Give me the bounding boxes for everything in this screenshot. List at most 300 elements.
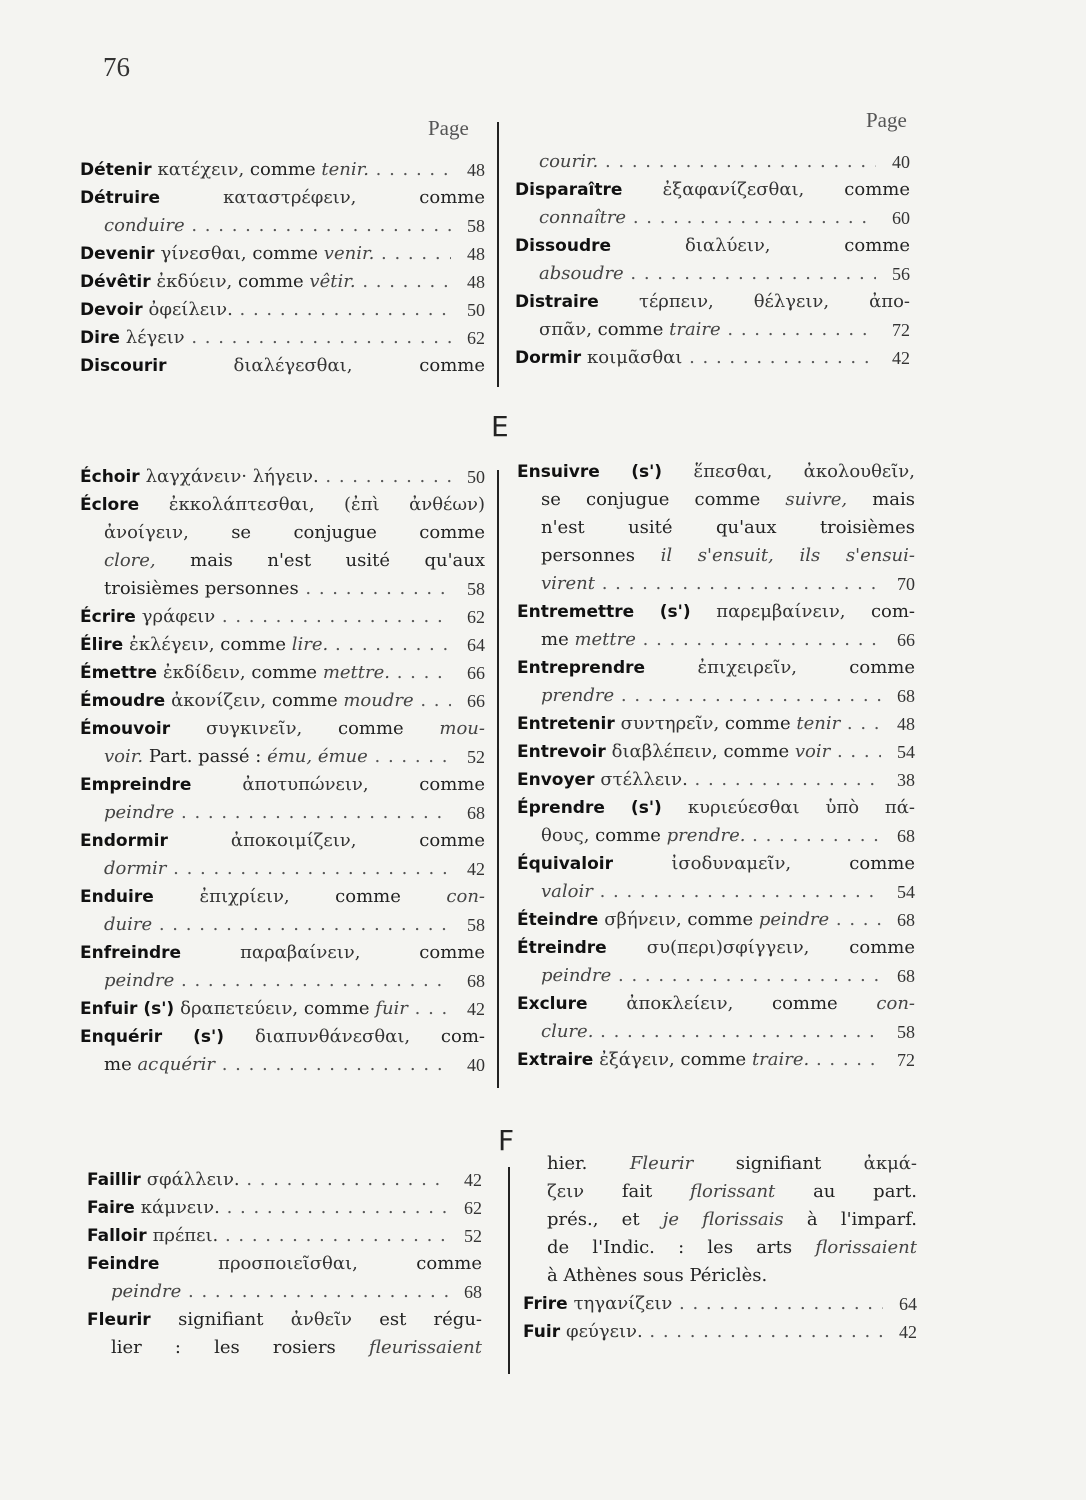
headword: Entrevoir xyxy=(517,742,612,762)
entry-text xyxy=(547,1153,917,1174)
index-line xyxy=(87,1250,482,1278)
index-line xyxy=(517,514,915,542)
page-ref: 58 xyxy=(897,1022,915,1042)
page-ref: 68 xyxy=(467,803,485,823)
italic-text: courir. xyxy=(539,151,599,172)
headword: Frire xyxy=(523,1294,574,1314)
italic-text: acquérir xyxy=(137,1054,215,1075)
index-line xyxy=(80,827,485,855)
greek-gloss: λέγειν xyxy=(125,327,185,348)
index-line xyxy=(515,204,910,232)
greek-gloss: θους, xyxy=(541,825,596,846)
note-text: fait xyxy=(621,1181,691,1202)
page-ref: 40 xyxy=(892,152,910,172)
headword: Dissoudre xyxy=(515,236,686,256)
page-ref: 42 xyxy=(892,348,910,368)
page-ref: 62 xyxy=(467,328,485,348)
note-text: comme xyxy=(724,713,797,734)
greek-gloss: ἐκδίδειν, xyxy=(162,662,252,683)
note-text: comme xyxy=(419,355,485,376)
greek-gloss: ἀποκλείειν, xyxy=(626,993,772,1014)
greek-gloss: ἐκλέγειν, xyxy=(129,634,221,655)
headword: Détenir xyxy=(80,160,158,180)
entry-text xyxy=(541,1018,881,1046)
greek-gloss: διαλύειν, xyxy=(685,235,845,256)
italic-text: voir xyxy=(794,741,831,762)
italic-text: con- xyxy=(876,993,915,1014)
index-line xyxy=(87,1306,482,1334)
entry-text xyxy=(104,743,451,771)
note-text: comme xyxy=(251,662,323,683)
note-text: comme xyxy=(844,235,910,256)
index-line xyxy=(80,799,485,827)
index-line xyxy=(80,911,485,939)
column-divider xyxy=(497,470,499,1088)
entry-text xyxy=(547,1265,767,1286)
note-text: comme xyxy=(419,187,485,208)
italic-text: prendre xyxy=(541,685,615,706)
headword: Échoir xyxy=(80,467,146,487)
note-text: comme xyxy=(335,886,447,907)
entry-text xyxy=(539,204,876,232)
italic-text: mettre. xyxy=(322,662,390,683)
entry-text xyxy=(111,1337,482,1358)
greek-gloss: συ(περι)σφίγγειν, xyxy=(646,937,850,958)
section-letter-e: E xyxy=(491,410,509,443)
index-column xyxy=(517,458,915,1074)
entry-text xyxy=(515,344,876,372)
greek-gloss: γίνεσθαι, xyxy=(160,243,253,264)
note-text: se conjugue comme xyxy=(231,522,485,543)
page-ref: 62 xyxy=(467,607,485,627)
entry-text xyxy=(541,517,915,538)
headword: Fuir xyxy=(523,1322,566,1342)
page-ref: 68 xyxy=(897,910,915,930)
headword: Feindre xyxy=(87,1254,219,1274)
page-ref: 62 xyxy=(464,1198,482,1218)
page-ref: 54 xyxy=(897,742,915,762)
note-text: comme xyxy=(220,634,292,655)
index-line xyxy=(80,715,485,743)
index-line xyxy=(517,1046,915,1074)
index-line xyxy=(517,626,915,654)
index-line xyxy=(517,542,915,570)
headword: Détruire xyxy=(80,188,224,208)
entry-text xyxy=(539,260,876,288)
index-line xyxy=(80,743,485,771)
index-column xyxy=(87,1166,482,1362)
entry-text xyxy=(517,657,915,678)
italic-text: connaître xyxy=(539,207,627,228)
greek-gloss: ἀνθεῖν xyxy=(290,1309,380,1330)
italic-text: peindre xyxy=(758,909,830,930)
headword: Éclore xyxy=(80,495,169,515)
italic-text: tenir. xyxy=(321,159,369,180)
italic-text: moudre xyxy=(343,690,414,711)
headword: Émouvoir xyxy=(80,719,206,739)
note-text: personnes xyxy=(541,545,661,566)
entry-text xyxy=(87,1222,448,1250)
headword: Dormir xyxy=(515,348,588,368)
page-ref: 42 xyxy=(467,999,485,1019)
index-line xyxy=(523,1206,917,1234)
note-text: se conjugue comme xyxy=(541,489,786,510)
index-line xyxy=(80,463,485,491)
entry-text xyxy=(517,766,881,794)
headword: Devoir xyxy=(80,300,149,320)
italic-text: peindre xyxy=(104,802,175,823)
index-line xyxy=(515,316,910,344)
italic-text: traire. xyxy=(751,1049,810,1070)
headword: Faire xyxy=(87,1198,141,1218)
page-ref: 54 xyxy=(897,882,915,902)
index-line xyxy=(517,794,915,822)
index-line xyxy=(80,296,485,324)
entry-text xyxy=(547,1181,917,1202)
italic-text: duire xyxy=(104,914,153,935)
note-text: com- xyxy=(440,1026,485,1047)
index-line xyxy=(87,1166,482,1194)
headword: Distraire xyxy=(515,292,639,312)
page-ref: 48 xyxy=(897,714,915,734)
index-line xyxy=(80,603,485,631)
index-line xyxy=(80,324,485,352)
entry-text xyxy=(104,550,485,571)
entry-text xyxy=(80,774,485,795)
page-ref: 58 xyxy=(467,579,485,599)
italic-text: fleurissaient xyxy=(368,1337,482,1358)
greek-gloss: ἀκμά- xyxy=(863,1153,918,1174)
italic-text: voir. xyxy=(104,746,149,767)
entry-text xyxy=(539,148,876,176)
italic-text: clure. xyxy=(541,1021,594,1042)
headword: Équivaloir xyxy=(517,854,672,874)
index-line xyxy=(523,1234,917,1262)
index-line xyxy=(517,598,915,626)
page-ref: 68 xyxy=(897,686,915,706)
page-ref: 42 xyxy=(467,859,485,879)
italic-text: je florissais xyxy=(662,1209,807,1230)
headword: Exclure xyxy=(517,994,627,1014)
page-ref: 68 xyxy=(464,1282,482,1302)
greek-gloss: τέρπειν, θέλγειν, ἀπο- xyxy=(638,291,911,312)
note-text: comme xyxy=(687,909,759,930)
headword: Empreindre xyxy=(80,775,243,795)
greek-gloss: σπᾶν, xyxy=(539,319,598,340)
page-ref: 42 xyxy=(464,1170,482,1190)
greek-gloss: ἐξάγειν, xyxy=(599,1049,681,1070)
page-ref: 68 xyxy=(897,966,915,986)
index-line xyxy=(523,1178,917,1206)
page-ref: 68 xyxy=(897,826,915,846)
note-text: comme xyxy=(419,774,485,795)
entry-text xyxy=(547,1209,917,1230)
entry-text xyxy=(517,601,915,622)
headword: Fleurir xyxy=(87,1310,179,1330)
entry-text xyxy=(541,878,881,906)
entry-text xyxy=(523,1290,883,1318)
greek-gloss: διαβλέπειν, xyxy=(611,741,724,762)
index-line xyxy=(515,260,910,288)
greek-gloss: ὀφείλειν. xyxy=(148,299,233,320)
entry-text xyxy=(541,682,881,710)
entry-text xyxy=(80,296,451,324)
index-column xyxy=(523,1150,917,1346)
headword: Enquérir (s') xyxy=(80,1027,256,1047)
greek-gloss: καταστρέφειν, xyxy=(223,187,420,208)
entry-text xyxy=(87,1194,448,1222)
entry-text xyxy=(547,1237,917,1258)
index-line xyxy=(80,1023,485,1051)
index-line xyxy=(80,268,485,296)
index-line xyxy=(80,631,485,659)
index-line xyxy=(80,967,485,995)
italic-text: venir. xyxy=(323,243,375,264)
entry-text xyxy=(104,911,451,939)
entry-text xyxy=(80,463,451,491)
entry-text xyxy=(517,461,915,482)
greek-gloss: ἐπιχειρεῖν, xyxy=(697,657,850,678)
page-ref: 68 xyxy=(467,971,485,991)
headword: Falloir xyxy=(87,1226,153,1246)
greek-gloss: σβήνειν, xyxy=(604,909,688,930)
greek-gloss: σφάλλειν. xyxy=(146,1169,240,1190)
greek-gloss: τηγανίζειν xyxy=(573,1293,673,1314)
greek-gloss: πρέπει. xyxy=(152,1225,219,1246)
note-text: comme xyxy=(595,825,667,846)
italic-text: dormir xyxy=(104,858,167,879)
entry-text xyxy=(541,570,881,598)
greek-gloss: ἀνοίγειν, xyxy=(104,522,232,543)
entry-text xyxy=(80,995,451,1023)
page-ref: 50 xyxy=(467,467,485,487)
entry-text xyxy=(104,799,451,827)
page-ref: 72 xyxy=(892,320,910,340)
note-text: comme xyxy=(849,853,915,874)
column-header-left: Page xyxy=(428,116,469,140)
note-text: comme xyxy=(419,942,485,963)
headword: Éteindre xyxy=(517,910,605,930)
italic-text: fuir xyxy=(375,998,408,1019)
index-line xyxy=(517,766,915,794)
index-line xyxy=(517,1018,915,1046)
italic-text: lire. xyxy=(291,634,329,655)
greek-gloss: κυριεύεσθαι ὑπὸ πά- xyxy=(687,797,915,818)
index-line xyxy=(517,738,915,766)
headword: Extraire xyxy=(517,1050,600,1070)
note-text: comme xyxy=(252,243,324,264)
page-ref: 58 xyxy=(467,915,485,935)
greek-gloss: ἐξαφανίζεσθαι, xyxy=(662,179,845,200)
greek-gloss: παρεμβαίνειν, xyxy=(716,601,871,622)
note-text: signifiant xyxy=(735,1153,864,1174)
entry-text xyxy=(517,1046,881,1074)
index-line xyxy=(517,934,915,962)
index-line xyxy=(80,519,485,547)
index-line xyxy=(517,962,915,990)
entry-text xyxy=(541,822,881,850)
index-column xyxy=(515,148,910,372)
note-text: comme xyxy=(723,741,795,762)
note-text: à l'imparf. xyxy=(806,1209,917,1230)
index-line xyxy=(80,995,485,1023)
page-ref: 38 xyxy=(897,770,915,790)
index-line xyxy=(517,906,915,934)
note-text: mais n'est usité qu'aux xyxy=(190,550,485,571)
greek-gloss: ζειν xyxy=(547,1181,622,1202)
italic-text: valoir xyxy=(541,881,593,902)
column-divider xyxy=(497,122,499,387)
page-number: 76 xyxy=(103,52,130,82)
note-text: de l'Indic. : les arts xyxy=(547,1237,816,1258)
entry-text xyxy=(80,268,451,296)
index-line xyxy=(517,850,915,878)
note-text: comme xyxy=(680,1049,752,1070)
headword: Enfreindre xyxy=(80,943,241,963)
index-line xyxy=(515,344,910,372)
entry-text xyxy=(517,906,881,934)
page-ref: 58 xyxy=(467,216,485,236)
entry-text xyxy=(515,235,910,256)
greek-gloss: συγκινεῖν, xyxy=(205,718,338,739)
index-line xyxy=(517,822,915,850)
note-text: troisièmes personnes xyxy=(104,578,299,599)
index-line xyxy=(523,1318,917,1346)
headword: Envoyer xyxy=(517,770,601,790)
entry-text xyxy=(517,710,881,738)
italic-text: conduire xyxy=(104,215,185,236)
index-line xyxy=(515,288,910,316)
entry-text xyxy=(80,1026,485,1047)
note-text: à Athènes sous Périclès. xyxy=(547,1265,768,1286)
entry-text xyxy=(104,855,451,883)
entry-text xyxy=(539,316,876,344)
headword: Émoudre xyxy=(80,691,172,711)
entry-text xyxy=(104,1051,451,1079)
greek-gloss: κατέχειν, xyxy=(157,159,250,180)
entry-text xyxy=(80,156,451,184)
headword: Émettre xyxy=(80,663,163,683)
entry-text xyxy=(104,212,451,240)
headword: Endormir xyxy=(80,831,231,851)
greek-gloss: ἐκδύειν, xyxy=(156,271,238,292)
note-text: est régu- xyxy=(379,1309,482,1330)
index-line xyxy=(87,1334,482,1362)
headword: Disparaître xyxy=(515,180,663,200)
page-ref: 70 xyxy=(897,574,915,594)
page-ref: 64 xyxy=(467,635,485,655)
italic-text: Fleurir xyxy=(629,1153,736,1174)
index-column xyxy=(80,463,485,1079)
index-line xyxy=(517,990,915,1018)
page-ref: 48 xyxy=(467,244,485,264)
headword: Entreprendre xyxy=(517,658,698,678)
index-line xyxy=(80,184,485,212)
italic-text: florissant xyxy=(690,1181,814,1202)
italic-text: suivre, xyxy=(785,489,873,510)
greek-gloss: ἀποκοιμίζειν, xyxy=(230,830,420,851)
italic-text: tenir xyxy=(796,713,841,734)
greek-gloss: στέλλειν. xyxy=(600,769,688,790)
italic-text: peindre xyxy=(111,1281,182,1302)
entry-text xyxy=(517,993,915,1014)
index-line xyxy=(80,352,485,380)
index-line xyxy=(80,575,485,603)
note-text: me xyxy=(541,629,575,650)
greek-gloss: ἰσοδυναμεῖν, xyxy=(671,853,850,874)
note-text: au part. xyxy=(813,1181,917,1202)
greek-gloss: διαπυνθάνεσθαι, xyxy=(255,1026,441,1047)
entry-text xyxy=(80,494,485,515)
index-line xyxy=(80,240,485,268)
page-ref: 56 xyxy=(892,264,910,284)
index-line xyxy=(515,176,910,204)
index-column xyxy=(80,156,485,380)
index-line xyxy=(523,1262,917,1290)
note-text: comme xyxy=(597,319,670,340)
headword: Enduire xyxy=(80,887,200,907)
note-text: comme xyxy=(849,657,915,678)
greek-gloss: συντηρεῖν, xyxy=(620,713,725,734)
italic-text: ému, émue xyxy=(267,746,368,767)
note-text: Part. passé : xyxy=(148,746,268,767)
entry-text xyxy=(515,179,910,200)
headword: Dire xyxy=(80,328,126,348)
page-ref: 66 xyxy=(467,663,485,683)
greek-gloss: ἀκονίζειν, xyxy=(171,690,272,711)
greek-gloss: δραπετεύειν, xyxy=(180,998,304,1019)
index-line xyxy=(87,1194,482,1222)
page-ref: 50 xyxy=(467,300,485,320)
entry-text xyxy=(80,659,451,687)
entry-text xyxy=(80,631,451,659)
italic-text: vêtir. xyxy=(309,271,356,292)
headword: Entremettre (s') xyxy=(517,602,717,622)
italic-text: prendre. xyxy=(666,825,746,846)
greek-gloss: ἀποτυπώνειν, xyxy=(242,774,420,795)
page-ref: 66 xyxy=(897,630,915,650)
italic-text: peindre xyxy=(104,970,175,991)
note-text: com- xyxy=(870,601,916,622)
greek-gloss: ἐπιχρίειν, xyxy=(199,886,336,907)
column-divider xyxy=(508,1167,510,1374)
entry-text xyxy=(80,240,451,268)
italic-text: peindre xyxy=(541,965,612,986)
index-line xyxy=(517,682,915,710)
italic-text: con- xyxy=(446,886,485,907)
page-ref: 64 xyxy=(899,1294,917,1314)
greek-gloss: ἐκκολάπτεσθαι, (ἐπὶ ἀνθέων) xyxy=(168,494,486,515)
page-ref: 40 xyxy=(467,1055,485,1075)
note-text: comme xyxy=(249,159,322,180)
note-text: hier. xyxy=(547,1153,630,1174)
index-line xyxy=(517,570,915,598)
index-line xyxy=(517,486,915,514)
note-text: comme xyxy=(416,1253,482,1274)
index-line xyxy=(517,458,915,486)
index-line xyxy=(80,491,485,519)
entry-text xyxy=(80,830,485,851)
entry-text xyxy=(80,718,485,739)
entry-text xyxy=(80,942,485,963)
entry-text xyxy=(87,1309,482,1330)
page-ref: 66 xyxy=(467,691,485,711)
entry-text xyxy=(541,489,915,510)
italic-text: virent xyxy=(541,573,596,594)
index-line xyxy=(80,547,485,575)
index-line xyxy=(523,1150,917,1178)
entry-text xyxy=(80,603,451,631)
